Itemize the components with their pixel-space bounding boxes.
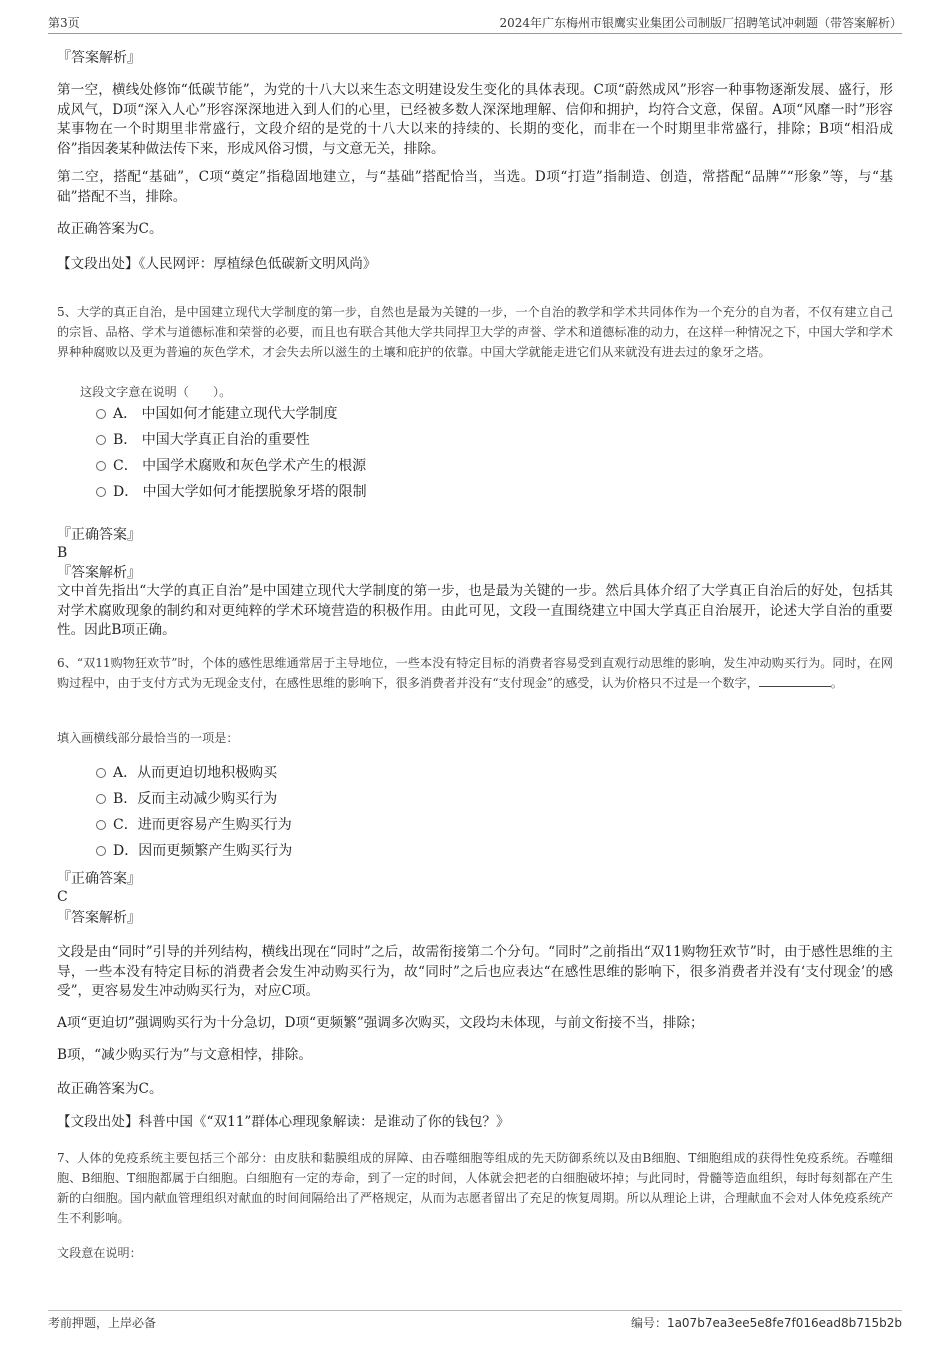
analysis-label: 『答案解析』 xyxy=(57,50,141,66)
page-number: 第3页 xyxy=(48,16,80,30)
document-title: 2024年广东梅州市银鹰实业集团公司制版厂招聘笔试冲刺题（带答案解析） xyxy=(499,16,902,30)
question-5-prompt: 这段文字意在说明（ ）。 xyxy=(80,385,232,399)
radio-icon[interactable] xyxy=(96,487,106,497)
question-5-option-a[interactable]: A． 中国如何才能建立现代大学制度 xyxy=(96,405,338,423)
question-6-option-c[interactable]: C．进而更容易产生购买行为 xyxy=(96,816,292,834)
question-6-analysis-paragraph-3: B项，“减少购买行为”与文意相悖，排除。 xyxy=(57,1047,312,1063)
document-id: 编号：1a07b7ea3ee5e8fe7f016ead8b715b2b xyxy=(630,1316,902,1330)
radio-icon[interactable] xyxy=(96,409,106,419)
question-6-answer: C xyxy=(57,889,68,905)
question-6-stem: 6、“双11购物狂欢节”时，个体的感性思维通常居于主导地位，一些本没有特定目标的消费者容易受到直观行动思维的影响，发生冲动购买行为。同时，在网购过程中，由于支付方式为无现金支付，在感性思维的影响下，很多消费者并没有“支付现金”的感受，认为价格只不过是一个数字， 。 xyxy=(57,656,893,690)
page-header xyxy=(48,14,902,32)
question-7-prompt: 文段意在说明： xyxy=(57,1246,142,1260)
analysis-paragraph-1: 第一空，横线处修饰“低碳节能”，为党的十八大以来生态文明建设发生变化的具体表现。C项“蔚然成风”形容一种事物逐渐发展、盛行，形成风气，D项“深入人心”形容深深地进入到人们的心里，已经被多数人深深地理解、信仰和拥护，均符合文意，保留。A项“风靡一时”形容某事物在一个时期里非常盛行，文段介绍的是党的十八大以来的持续的、长期的变化，而非在一个时期里非常盛行，排除；B项“相沿成俗”指因袭某种做法传下来，形成风俗习惯，与文意无关，排除。 xyxy=(57,82,893,157)
question-6-analysis-label: 『答案解析』 xyxy=(57,910,141,926)
question-5-stem: 5、大学的真正自治，是中国建立现代大学制度的第一步，自然也是最为关键的一步，一个自治的教学和学术共同体作为一个充分的自为者，不仅有建立自己的宗旨、品格、学术与道德标准和荣誉的必要，而且也有联合其他大学共同捍卫大学的声誉、学术和道德标准的动力，在这样一种情况之下，中国大学和学术界种种腐败以及更为普遍的灰色学术，才会失去所以滋生的土壤和庇护的依靠。中国大学就能走进它们从来就没有进去过的象牙之塔。 xyxy=(57,305,893,359)
answer-blank xyxy=(759,675,831,687)
radio-icon[interactable] xyxy=(96,461,106,471)
source-citation: 【文段出处】《人民网评：厚植绿色低碳新文明风尚》 xyxy=(57,256,377,272)
radio-icon[interactable] xyxy=(96,768,106,778)
question-5-option-c[interactable]: C． 中国学术腐败和灰色学术产生的根源 xyxy=(96,457,366,475)
question-6-option-a[interactable]: A．从而更迫切地积极购买 xyxy=(96,764,277,782)
radio-icon[interactable] xyxy=(96,846,106,856)
question-5-option-d[interactable]: D． 中国大学如何才能摆脱象牙塔的限制 xyxy=(96,483,367,501)
question-5-option-b[interactable]: B． 中国大学真正自治的重要性 xyxy=(96,431,310,449)
question-6-option-d[interactable]: D．因而更频繁产生购买行为 xyxy=(96,842,292,860)
question-5-analysis-label: 『答案解析』 xyxy=(57,565,141,581)
question-6-prompt: 填入画横线部分最恰当的一项是： xyxy=(57,731,239,745)
header-divider xyxy=(48,33,902,34)
question-5-answer-label: 『正确答案』 xyxy=(57,527,141,543)
question-6-source: 【文段出处】科普中国《“双11”群体心理现象解读：是谁动了你的钱包？》 xyxy=(57,1114,510,1130)
question-6-conclusion: 故正确答案为C。 xyxy=(57,1081,163,1097)
question-5-analysis: 文中首先指出“大学的真正自治”是中国建立现代大学制度的第一步，也是最为关键的一步。然后具体介绍了大学真正自治后的好处，包括其对学术腐败现象的制约和对更纯粹的学术环境营造的积极作用。由此可见，文段一直围绕建立中国大学真正自治展开，论述大学自治的重要性。因此B项正确。 xyxy=(57,583,893,638)
analysis-conclusion: 故正确答案为C。 xyxy=(57,221,163,237)
radio-icon[interactable] xyxy=(96,435,106,445)
question-6-analysis-paragraph-2: A项“更迫切”强调购买行为十分急切，D项“更频繁”强调多次购买，文段均未体现，与前文衔接不当，排除； xyxy=(57,1015,704,1031)
radio-icon[interactable] xyxy=(96,820,106,830)
radio-icon[interactable] xyxy=(96,794,106,804)
question-6-analysis-paragraph-1: 文段是由“同时”引导的并列结构，横线出现在“同时”之后，故需衔接第二个分句。“同时”之前指出“双11购物狂欢节”时，由于感性思维的主导，一些本没有特定目标的消费者会发生冲动购买行为，故“同时”之后也应表达“在感性思维的影响下，很多消费者并没有‘支付现金’的感受”，更容易发生冲动购买行为，对应C项。 xyxy=(57,944,893,999)
question-5-answer: B xyxy=(57,545,68,561)
footer-slogan: 考前押题，上岸必备 xyxy=(48,1316,157,1330)
question-6-answer-label: 『正确答案』 xyxy=(57,871,141,887)
question-7-stem: 7、人体的免疫系统主要包括三个部分：由皮肤和黏膜组成的屏障、由吞噬细胞等组成的先天防御系统以及由B细胞、T细胞组成的获得性免疫系统。吞噬细胞、B细胞、T细胞都属于白细胞。白细胞有一定的寿命，到了一定的时间，人体就会把老的白细胞破坏掉；与此同时，骨髓等造血组织，每时每刻都在产生新的白细胞。国内献血管理组织对献血的时间间隔给出了严格规定，从而为志愿者留出了充足的恢复周期。所以从理论上讲，合理献血不会对人体免疫系统产生不利影响。 xyxy=(57,1151,893,1225)
analysis-paragraph-2: 第二空，搭配“基础”，C项“奠定”指稳固地建立，与“基础”搭配恰当，当选。D项“打造”指制造、创造，常搭配“品牌”“形象”等，与“基础”搭配不当，排除。 xyxy=(57,169,893,205)
footer-divider xyxy=(48,1310,902,1311)
question-6-option-b[interactable]: B．反而主动减少购买行为 xyxy=(96,790,277,808)
